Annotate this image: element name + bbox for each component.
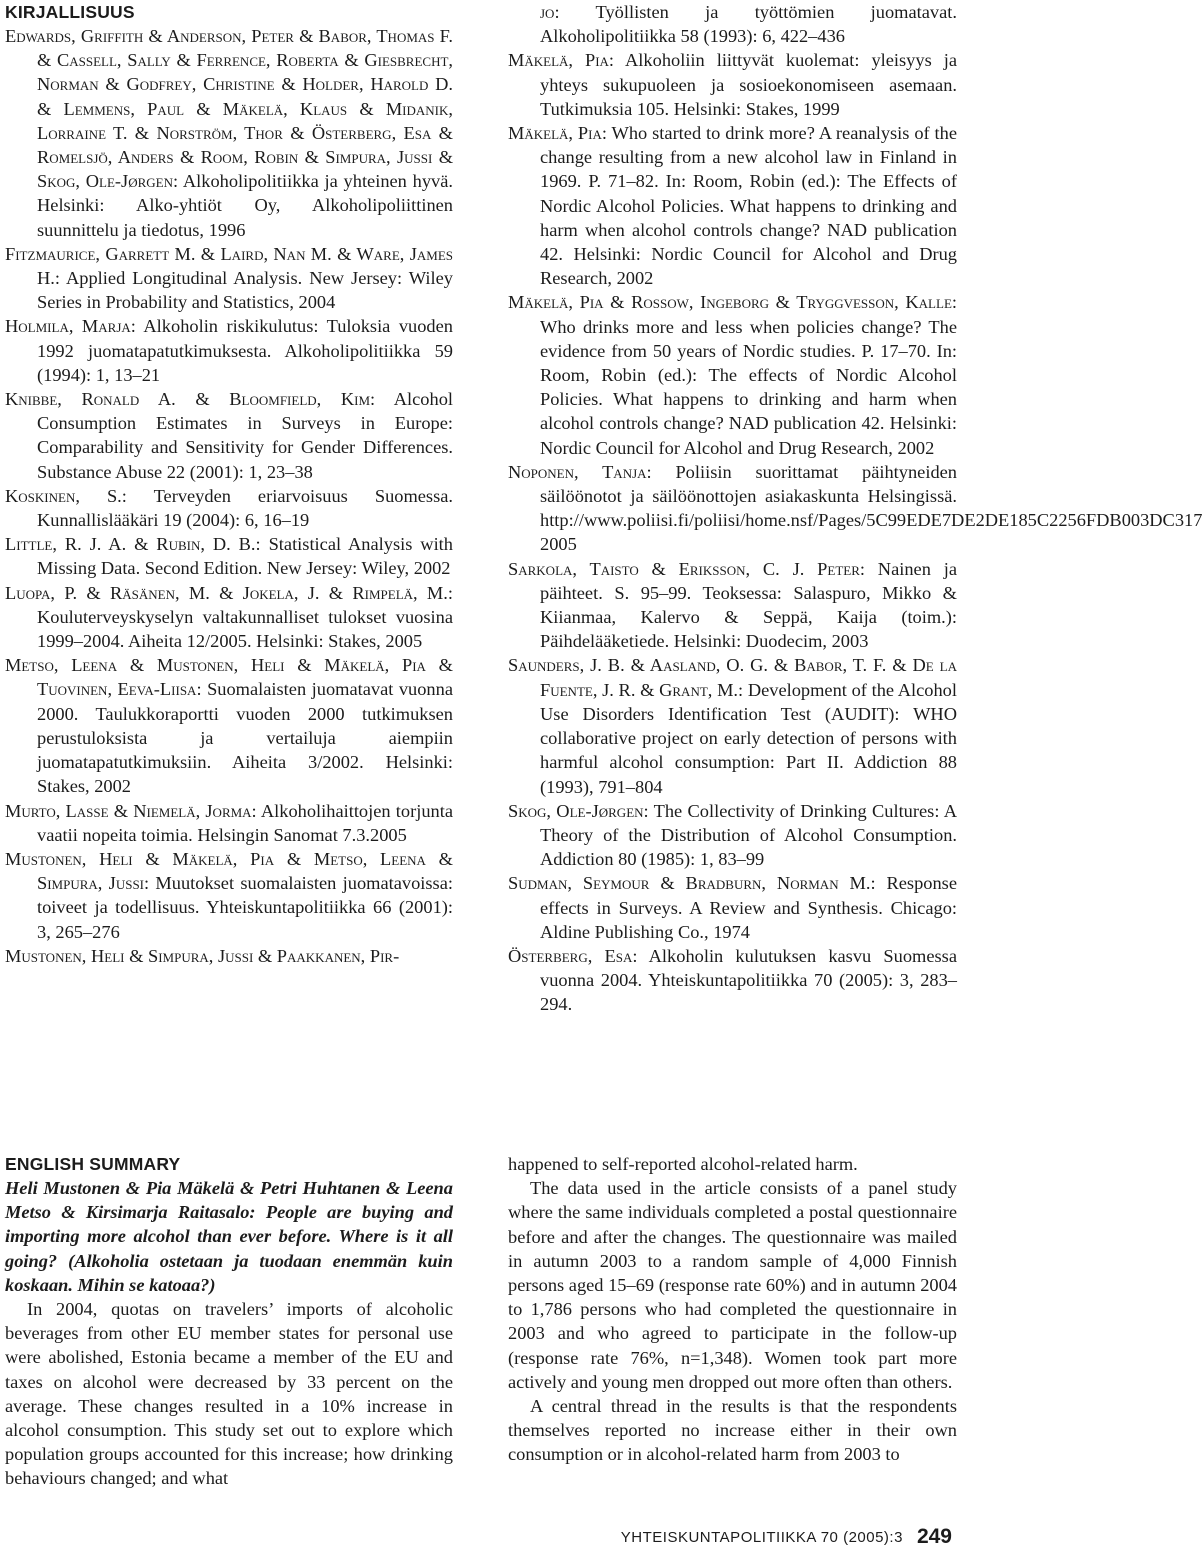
reference-authors: Mustonen, Heli & Simpura, Jussi & Paakkanen, Pir- <box>5 945 400 966</box>
reference-text: Applied Longitudinal Analysis. New Jersey: Wiley Series in Probability and Statistics, 2004 <box>37 268 453 313</box>
reference-authors: Fitzmaurice, Garrett M. & Laird, Nan M. & Ware, James H.: <box>5 243 453 289</box>
reference-entry <box>508 290 957 459</box>
reference-text: The Collectivity of Drinking Cultures: A Theory of the Distribution of Alcohol Consumption. Addiction 80 (1985): 1, 83–99 <box>540 800 958 870</box>
reference-authors: Metso, Leena & Mustonen, Heli & Mäkelä, Pia & Tuovinen, Eeva-Liisa: <box>5 655 453 700</box>
reference-authors: Luopa, P. & Räsänen, M. & Jokela, J. & Rimpelä, M.: <box>5 582 453 603</box>
reference-entry <box>5 944 453 968</box>
reference-text: Kouluterveyskyselyn valtakunnalliset tulokset vuosina 1999–2004. Aiheita 12/2005. Helsinki: Stakes, 2005 <box>37 606 453 652</box>
page-footer <box>621 1526 952 1549</box>
reference-text: Suomalaisten juomatavat vuonna 2000. Taulukkoraportti vuoden 2000 tutkimuksen perustuloksista ja vertailuja aiempiin juomatapatutkimuksiin. Aiheita 3/2002. Helsinki: Stakes, 2002 <box>37 679 453 797</box>
reference-text: Muutokset suomalaisten juomatavoissa: toiveet ja todellisuus. Yhteiskuntapolitiikka 66 (2001): 3, 265–276 <box>37 873 453 942</box>
reference-text: Alkoholihaittojen torjunta vaatii nopeita toimia. Helsingin Sanomat 7.3.2005 <box>37 800 453 845</box>
reference-entry <box>5 581 453 654</box>
reference-entry <box>5 799 453 847</box>
reference-list-right <box>508 48 1202 1016</box>
summary-paragraph-continuation: happened to self-reported alcohol-related harm. <box>508 1154 858 1174</box>
reference-text: Development of the Alcohol Use Disorders Identification Test (AUDIT): WHO collaborative project on early detection of persons with harmful alcohol consumption: Part II. Addiction 88 (1993), 791–804 <box>540 679 957 797</box>
reference-authors: Holmila, Marja: <box>5 316 136 337</box>
reference-entry <box>508 460 1202 557</box>
reference-authors: Mäkelä, Pia & Rossow, Ingeborg & Tryggvesson, Kalle: <box>508 292 957 313</box>
reference-authors: Sarkola, Taisto & Eriksson, C. J. Peter: <box>508 558 865 579</box>
reference-entry <box>508 121 957 290</box>
reference-text: Alcohol Consumption Estimates in Surveys in Europe: Comparability and Sensitivity for Gender Differences. Substance Abuse 22 (2001): 1, 23–38 <box>37 389 453 482</box>
reference-authors: Knibbe, Ronald A. & Bloomfield, Kim: <box>5 389 376 410</box>
reference-text: Alkoholin kulutuksen kasvu Suomessa vuonna 2004. Yhteiskuntapolitiikka 70 (2005): 3, 283–294. <box>540 945 957 1015</box>
reference-entry <box>5 653 453 798</box>
reference-authors: Little, R. J. A. & Rubin, D. B.: <box>5 534 261 555</box>
reference-authors: Mustonen, Heli & Mäkelä, Pia & Metso, Leena & Simpura, Jussi: <box>5 848 453 894</box>
reference-text: Who drinks more and less when policies change? The evidence from 50 years of Nordic studies. P. 17–70. In: Room, Robin (ed.): The effects of Nordic Alcohol Policies. What happens to drinking and harm when alcohol controls change? NAD publication 42. Helsinki: Nordic Council for Alcohol and Drug Research, 2002 <box>540 316 957 458</box>
reference-authors: Murto, Lasse & Niemelä, Jorma: <box>5 800 257 821</box>
reference-text: Poliisin suorittamat päihtyneiden säilöönotot ja säilöönottojen asiakaskunta Helsingissä. http://www.poliisi.fi/poliisi/home.nsf/Pages/5C99EDE7DE2DE185C2256FDB003DC317 2005 <box>540 461 1202 555</box>
reference-authors: Koskinen, S.: <box>5 485 127 506</box>
reference-text: Työllisten ja työttömien juomatavat. Alkoholipolitiikka 58 (1993): 6, 422–436 <box>540 2 957 47</box>
reference-authors: Mäkelä, Pia: <box>508 50 615 71</box>
reference-authors: Mäkelä, Pia: <box>508 123 607 144</box>
references-heading: KIRJALLISUUS <box>5 2 135 22</box>
reference-authors: Edwards, Griffith & Anderson, Peter & Babor, Thomas F. & Cassell, Sally & Ferrence, Roberta & Giesbrecht, Norman & Godfrey, Christine & Holder, Harold D. & Lemmens, Paul & Mäkelä, Klaus & Midanik, Lorraine T. & Norström, Thor & Österberg, Esa & Romelsjö, Anders & Room, Robin & Simpura, Jussi & Skog, Ole-Jørgen: <box>5 26 453 192</box>
reference-list-left <box>5 24 453 968</box>
summary-paragraph: In 2004, quotas on travelers’ imports of alcoholic beverages from other EU member states for personal use were abolished, Estonia became a member of the EU and taxes on alcohol were decreased by 33 percent on the average. These changes resulted in a 10% increase in alcohol consumption. This study set out to explore which population groups accounted for this increase; how drinking behaviours changed; and what <box>5 1299 453 1489</box>
reference-authors: jo: <box>540 2 560 22</box>
reference-entry <box>5 24 453 242</box>
reference-entry <box>5 532 453 580</box>
summary-paragraph: The data used in the article consists of a panel study where the same individuals completed a postal questionnaire before and after the changes. The questionnaire was mailed in autumn 2003 to a random sample of 4,000 Finnish persons aged 15–69 (response rate 60%) and in autumn 2004 to 1,786 persons who had completed the questionnaire in 2003 and who agreed to participate in the follow-up (response rate 76%, n=1,348). Women took part more actively and young men dropped out more often than others. <box>508 1178 957 1392</box>
reference-text: Alkoholipolitiikka ja yhteinen hyvä. Helsinki: Alko-yhtiöt Oy, Alkoholipoliittinen suunnittelu ja tiedotus, 1996 <box>37 171 453 240</box>
reference-entry <box>5 847 453 944</box>
reference-entry <box>508 653 957 798</box>
reference-entry <box>5 387 453 484</box>
reference-entry <box>508 871 957 944</box>
references-left-column <box>5 0 453 968</box>
reference-text: Who started to drink more? A reanalysis of the change resulting from a new alcohol law in Finland in 1969. P. 71–82. In: Room, Robin (ed.): The Effects of Nordic Alcohol Policies. What happens to drinking and harm when alcohol controls change? NAD publication 42. Helsinki: Nordic Council for Alcohol and Drug Research, 2002 <box>540 123 957 289</box>
reference-authors: Sudman, Seymour & Bradburn, Norman M.: <box>508 873 876 894</box>
reference-text: Response effects in Surveys. A Review and Synthesis. Chicago: Aldine Publishing Co., 1974 <box>540 873 957 942</box>
reference-text: Alkoholiin liittyvät kuolemat: yleisyys ja yhteys sukupuoleen ja sosioekonomiseen asemaan. Tutkimuksia 105. Helsinki: Stakes, 1999 <box>540 50 957 119</box>
references-right-column <box>508 0 1202 1017</box>
reference-text: Alkoholin riskikulutus: Tuloksia vuoden 1992 juomatapatutkimuksesta. Alkoholipolitiikka 59 (1994): 1, 13–21 <box>37 316 453 385</box>
reference-entry <box>5 484 453 532</box>
page-number: 249 <box>916 1525 952 1548</box>
summary-title: Heli Mustonen & Pia Mäkelä & Petri Huhtanen & Leena Metso & Kirsimarja Raitasalo: People are buying and importing more alcohol than ever before. Where is it all going? (Alkoholia ostetaan ja tuodaan enemmän kuin koskaan. Mihin se katoaa?) <box>5 1178 453 1295</box>
reference-authors: Skog, Ole-Jørgen: <box>508 800 649 821</box>
reference-authors: Saunders, J. B. & Aasland, O. G. & Babor, T. F. & De la Fuente, J. R. & Grant, M.: <box>508 655 957 700</box>
reference-text: Statistical Analysis with Missing Data. Second Edition. New Jersey: Wiley, 2002 <box>37 534 453 579</box>
summary-paragraph: A central thread in the results is that the respondents themselves reported no increase either in their own consumption or in alcohol-related harm from 2003 to <box>508 1396 957 1465</box>
reference-text: Terveyden eriarvoisuus Suomessa. Kunnallislääkäri 19 (2004): 6, 16–19 <box>37 485 453 531</box>
reference-authors: Österberg, Esa: <box>508 945 638 966</box>
reference-continuation <box>508 0 957 48</box>
reference-entry <box>508 557 957 654</box>
reference-entry <box>508 48 957 121</box>
reference-entry <box>508 799 957 872</box>
reference-entry <box>508 944 957 1017</box>
summary-heading: ENGLISH SUMMARY <box>5 1154 181 1174</box>
reference-entry <box>5 242 453 315</box>
journal-name: YHTEISKUNTAPOLITIIKKA 70 (2005):3 <box>620 1529 903 1546</box>
reference-text: Nainen ja päihteet. S. 95–99. Teoksessa: Salaspuro, Mikko & Kiianmaa, Kalervo & Seppä, Kaija (toim.): Päihdelääketiede. Helsinki: Duodecim, 2003 <box>540 558 957 652</box>
summary-left-column <box>5 1152 453 1491</box>
summary-right-column <box>508 1152 957 1467</box>
reference-authors: Noponen, Tanja: <box>508 461 652 482</box>
reference-entry <box>5 314 453 387</box>
